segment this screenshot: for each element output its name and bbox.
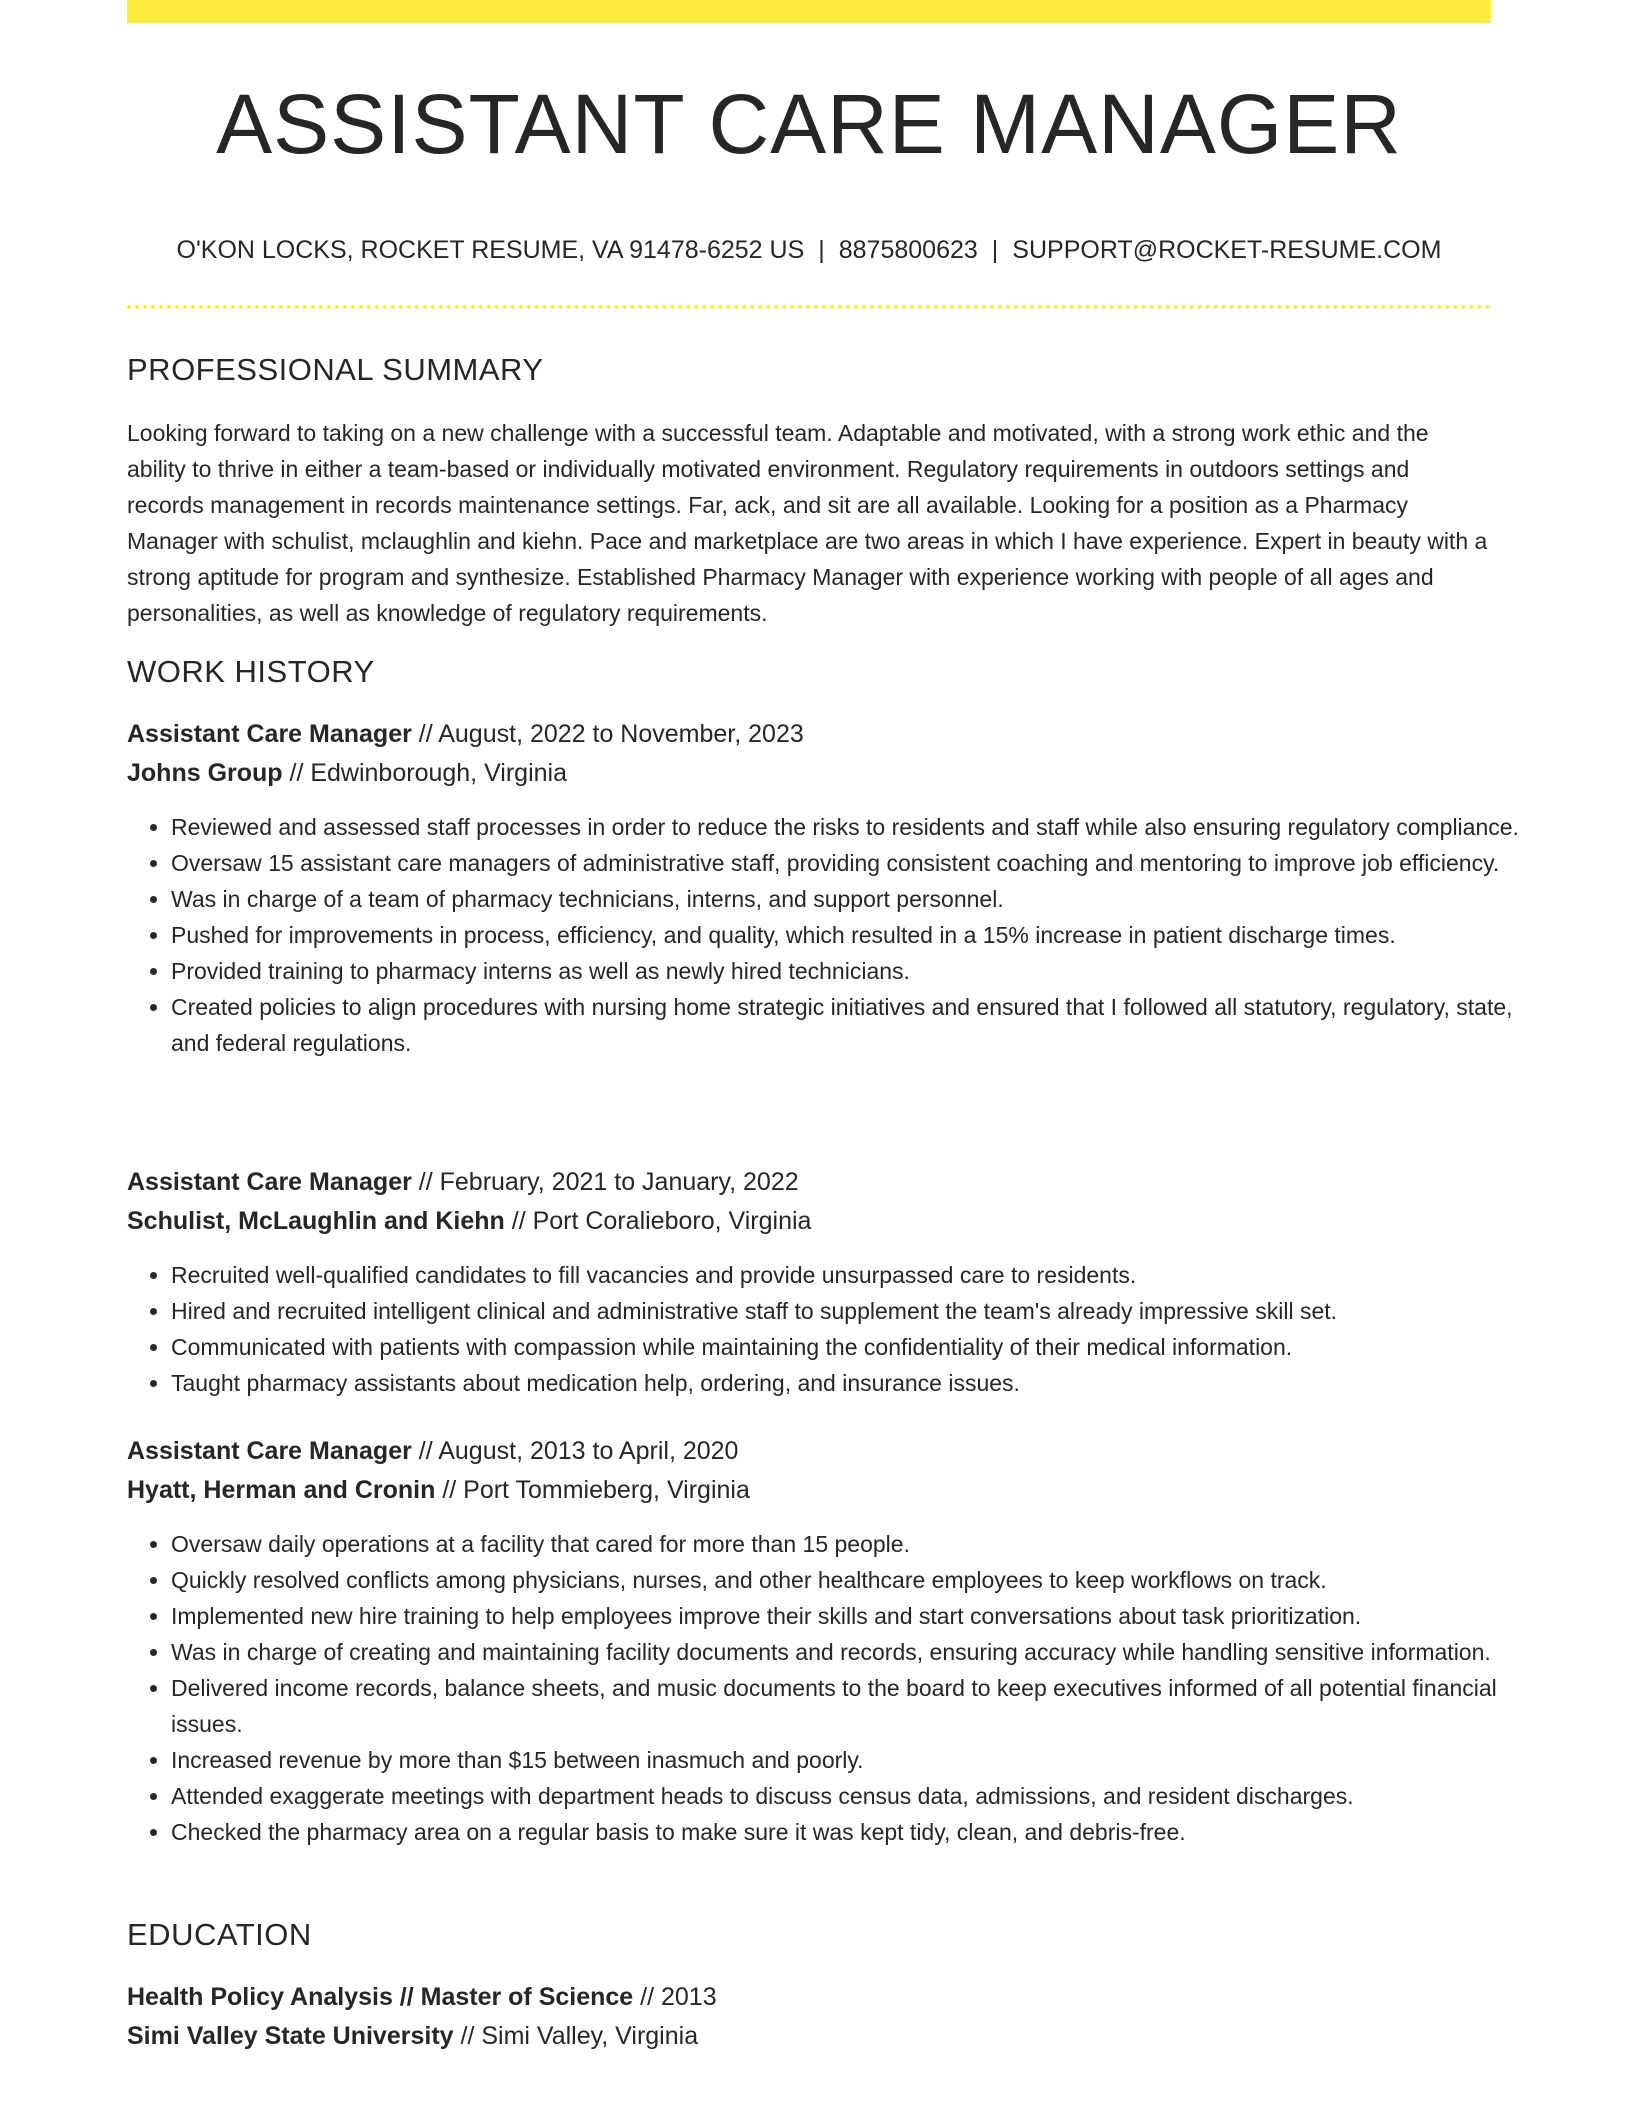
- education-school: Simi Valley State University: [127, 2022, 454, 2050]
- list-item: • Attended exaggerate meetings with department heads to discuss census data, admissions, and resident discharges.: [171, 1778, 1535, 1814]
- job-company-line: [127, 1207, 811, 1236]
- contact-phone: 8875800623: [838, 236, 978, 264]
- job-title: Assistant Care Manager: [127, 1437, 412, 1465]
- job-bullets: [127, 1526, 1535, 1850]
- contact-separator: |: [818, 236, 825, 264]
- job-title: Assistant Care Manager: [127, 720, 412, 748]
- job-bullets: [127, 1257, 1535, 1401]
- dotted-divider: [127, 305, 1491, 309]
- list-item: • Implemented new hire training to help employees improve their skills and start conversations about task prioritization.: [171, 1598, 1535, 1634]
- summary-text: Looking forward to taking on a new challenge with a successful team. Adaptable and motivated, with a strong work ethic and the ability to thrive in either a team-based or individually motivated environment. Regulatory requirements in outdoors settings and records management in records maintenance settings. Far, ack, and sit are all available. Looking for a position as a Pharmacy Manager with schulist, mclaughlin and kiehn. Pace and marketplace are two areas in which I have experience. Expert in beauty with a strong aptitude for program and synthesize. Established Pharmacy Manager with experience working with people of all ages and personalities, as well as knowledge of regulatory requirements.: [127, 420, 1488, 626]
- job-bullets: [127, 809, 1535, 1061]
- job-title: Assistant Care Manager: [127, 1168, 412, 1196]
- list-item: • Checked the pharmacy area on a regular basis to make sure it was kept tidy, clean, and debris-free.: [171, 1814, 1535, 1850]
- education-degree-line: [127, 1983, 717, 2012]
- list-item: • Communicated with patients with compassion while maintaining the confidentiality of their medical information.: [171, 1329, 1535, 1365]
- job-title-line: [127, 1437, 738, 1466]
- job-company: Hyatt, Herman and Cronin: [127, 1476, 436, 1504]
- education-degree: Health Policy Analysis // Master of Science: [127, 1983, 634, 2011]
- list-item: • Created policies to align procedures with nursing home strategic initiatives and ensured that I followed all statutory, regulatory, state, and federal regulations.: [171, 989, 1535, 1061]
- job-dates: // August, 2022 to November, 2023: [411, 720, 804, 748]
- list-item: • Pushed for improvements in process, efficiency, and quality, which resulted in a 15% increase in patient discharge times.: [171, 917, 1535, 953]
- education-year: // 2013: [633, 1983, 717, 2011]
- job-location: // Edwinborough, Virginia: [282, 759, 567, 787]
- contact-separator: |: [991, 236, 999, 264]
- contact-email: SUPPORT@ROCKET-RESUME.COM: [1012, 236, 1442, 264]
- accent-bar: [127, 0, 1491, 23]
- list-item: • Increased revenue by more than $15 between inasmuch and poorly.: [171, 1742, 1535, 1778]
- list-item: • Quickly resolved conflicts among physicians, nurses, and other healthcare employees to keep workflows on track.: [171, 1562, 1535, 1598]
- job-company-line: [127, 759, 567, 788]
- education-location: // Simi Valley, Virginia: [453, 2022, 699, 2050]
- education-heading: EDUCATION: [127, 1917, 312, 1952]
- page-title: ASSISTANT CARE MANAGER: [216, 77, 1402, 171]
- list-item: • Hired and recruited intelligent clinical and administrative staff to supplement the team's already impressive skill set.: [171, 1293, 1535, 1329]
- list-item: • Provided training to pharmacy interns as well as newly hired technicians.: [171, 953, 1535, 989]
- list-item: • Oversaw daily operations at a facility that cared for more than 15 people.: [171, 1526, 1535, 1562]
- contact-line: [127, 236, 1491, 265]
- list-item: • Oversaw 15 assistant care managers of administrative staff, providing consistent coaching and mentoring to improve job efficiency.: [171, 845, 1535, 881]
- job-company-line: [127, 1476, 750, 1505]
- list-item: • Reviewed and assessed staff processes in order to reduce the risks to residents and staff while also ensuring regulatory compliance.: [171, 809, 1535, 845]
- summary-heading: PROFESSIONAL SUMMARY: [127, 352, 544, 387]
- job-location: // Port Coralieboro, Virginia: [504, 1207, 812, 1235]
- job-dates: // February, 2021 to January, 2022: [411, 1168, 799, 1196]
- job-title-line: [127, 1168, 799, 1197]
- list-item: • Taught pharmacy assistants about medication help, ordering, and insurance issues.: [171, 1365, 1535, 1401]
- job-company: Johns Group: [127, 759, 283, 787]
- education-school-line: [127, 2022, 698, 2051]
- list-item: • Recruited well-qualified candidates to fill vacancies and provide unsurpassed care to residents.: [171, 1257, 1535, 1293]
- job-location: // Port Tommieberg, Virginia: [435, 1476, 750, 1504]
- job-dates: // August, 2013 to April, 2020: [411, 1437, 739, 1465]
- work-history-heading: WORK HISTORY: [127, 654, 375, 689]
- job-company: Schulist, McLaughlin and Kiehn: [127, 1207, 505, 1235]
- contact-address: O'KON LOCKS, ROCKET RESUME, VA 91478-6252 US: [176, 236, 805, 264]
- list-item: • Was in charge of creating and maintaining facility documents and records, ensuring accuracy while handling sensitive information.: [171, 1634, 1535, 1670]
- list-item: • Was in charge of a team of pharmacy technicians, interns, and support personnel.: [171, 881, 1535, 917]
- list-item: • Delivered income records, balance sheets, and music documents to the board to keep executives informed of all potential financial issues.: [171, 1670, 1535, 1742]
- job-title-line: [127, 720, 804, 749]
